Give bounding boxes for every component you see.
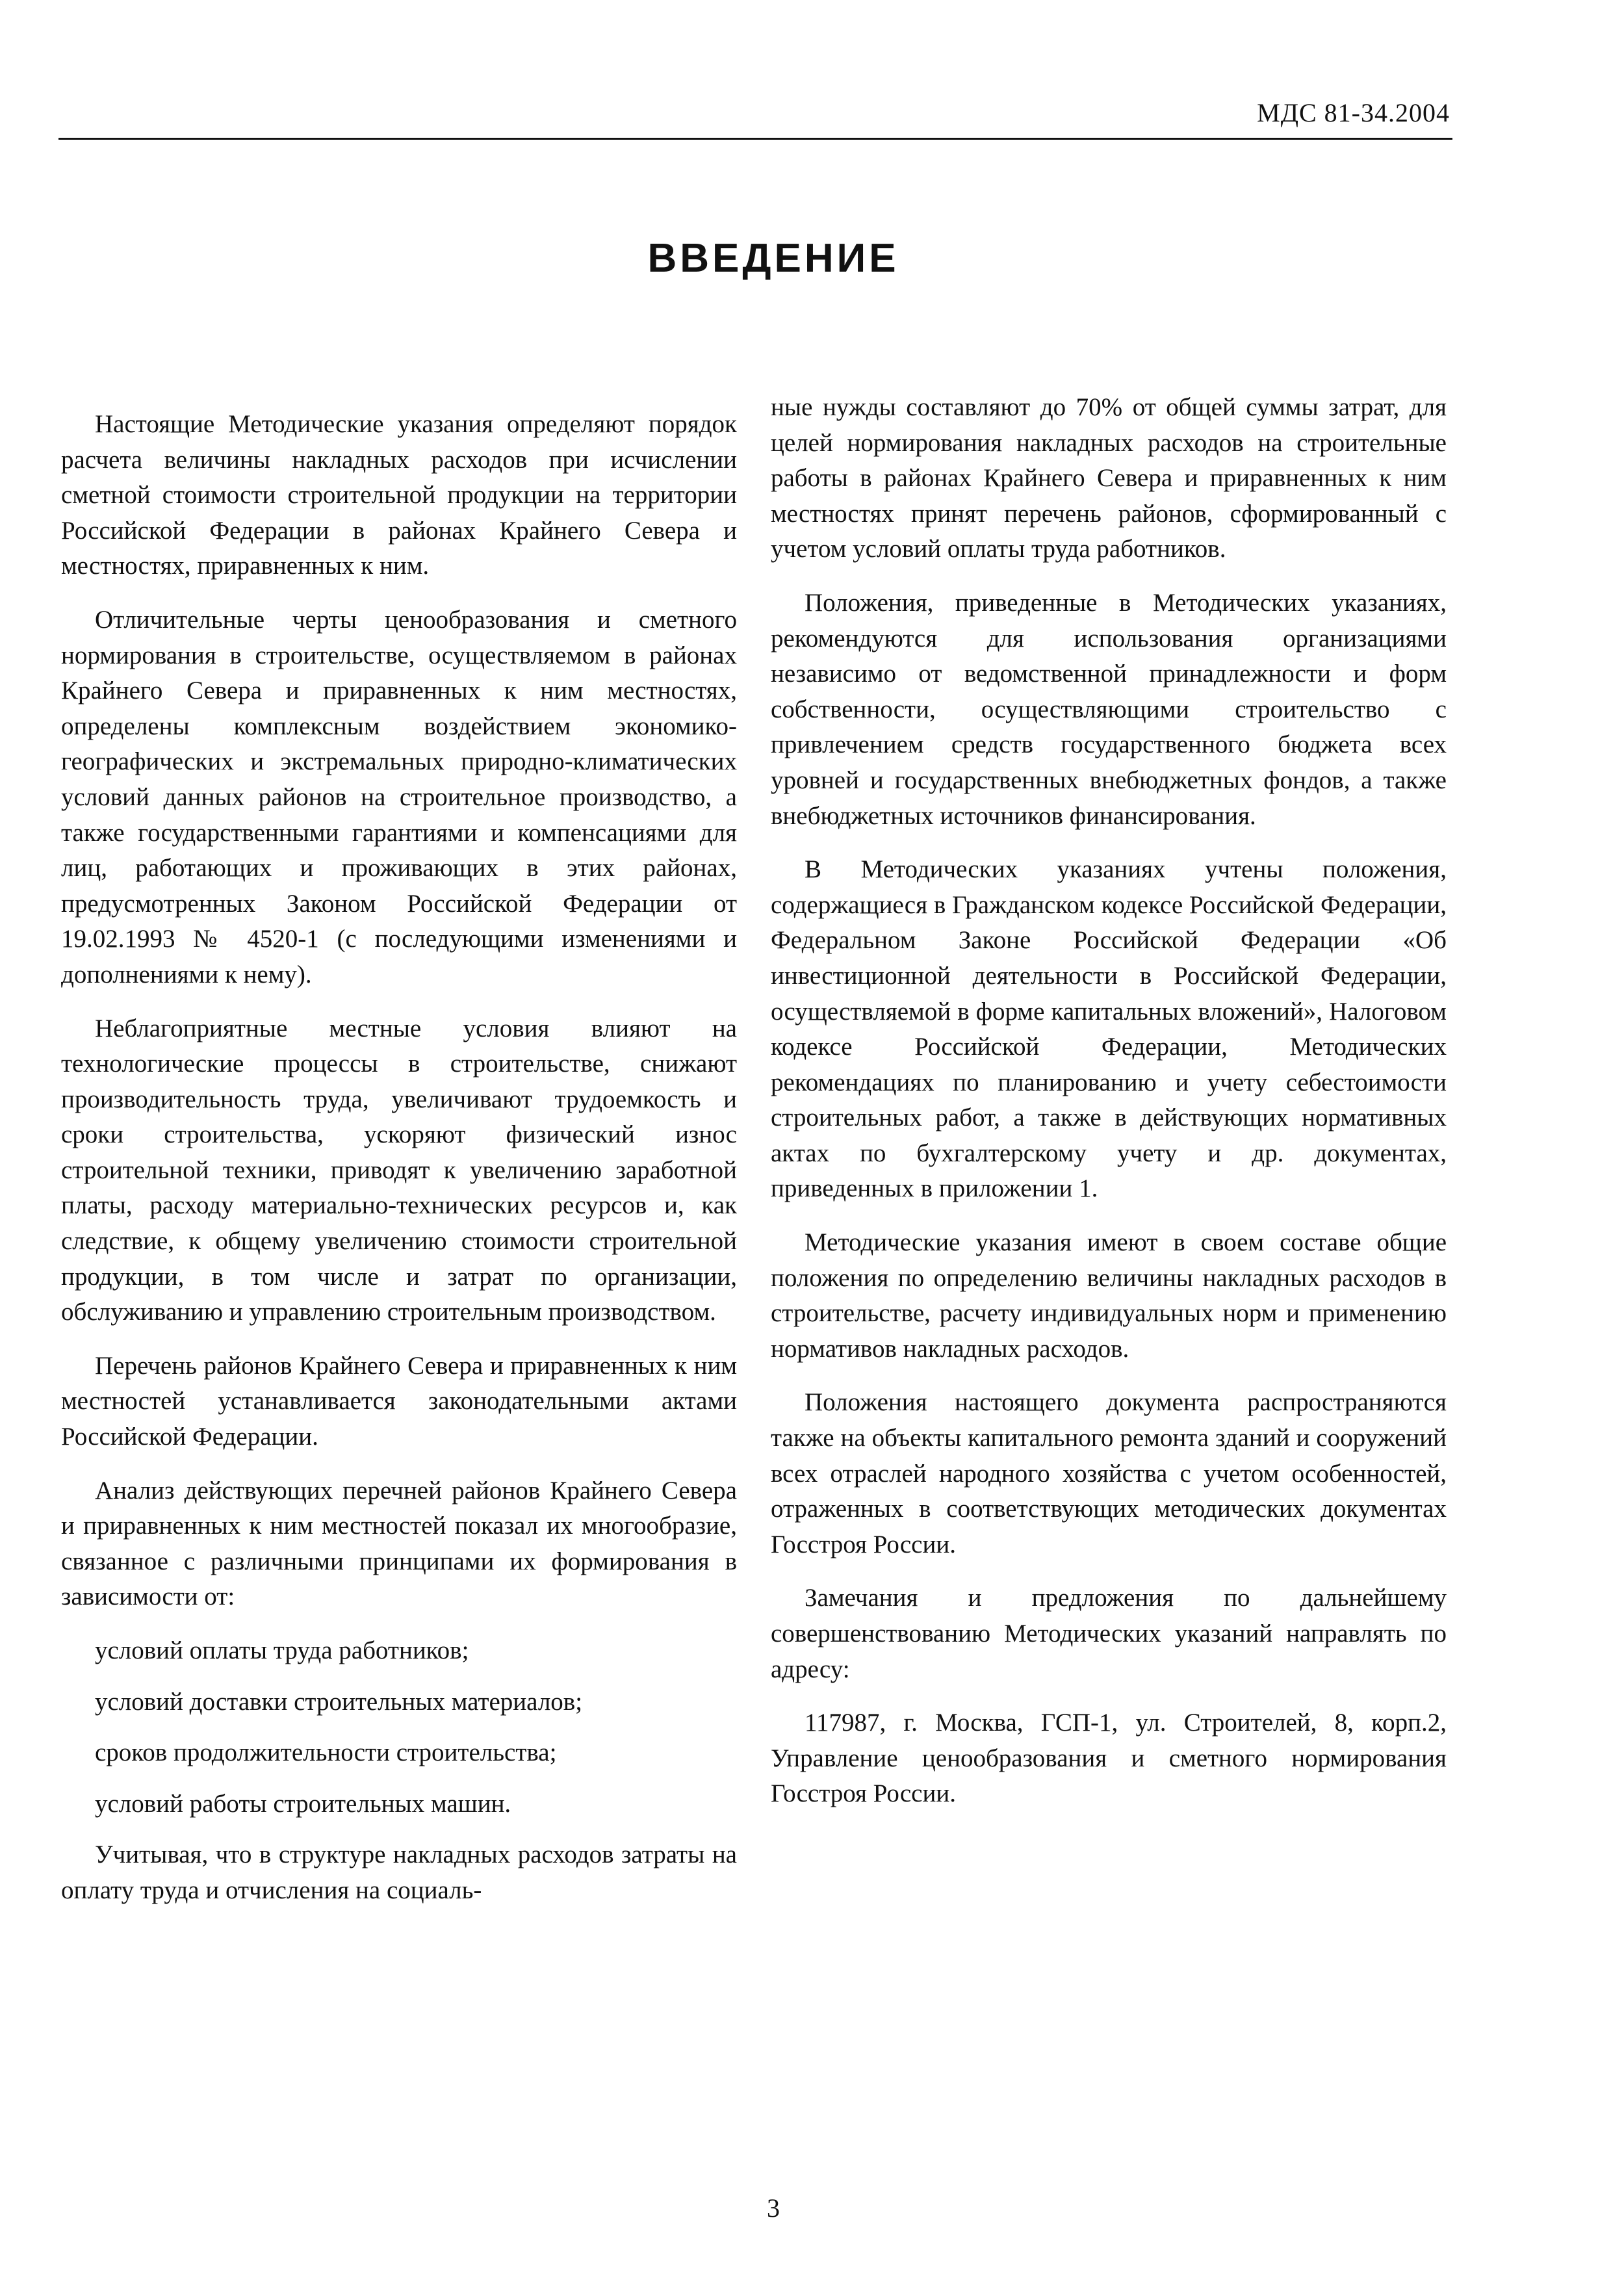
list-item: условий работы строительных машин.	[95, 1789, 511, 1818]
paragraph: Положения, приведенные в Методических указаниях, рекомендуются для использования организациями независимо от ведомственной принадлежности и форм собственности, осуществляющими строительство с привлечением средств государственного бюджета всех уровней и государственных внебюджетных фондов, а также внебюджетных источников финансирования.	[771, 588, 1447, 830]
paragraph: Перечень районов Крайнего Севера и приравненных к ним местностей устанавливается законодательными актами Российской Федерации.	[61, 1351, 737, 1451]
paragraph: Замечания и предложения по дальнейшему совершенствованию Методических указаний направлять по адресу:	[771, 1584, 1447, 1683]
paragraph: Неблагоприятные местные условия влияют на технологические процессы в строительстве, снижают производительность труда, увеличивают трудоемкость и сроки строительства, ускоряют физический износ строительной техники, приводят к увеличению заработной платы, расходу материально-технических ресурсов и, как следствие, к общему увеличению стоимости строительной продукции, в том числе и затрат по организации, обслуживанию и управлению строительным производством.	[61, 1014, 737, 1326]
page-number: 3	[767, 2193, 780, 2223]
paragraph: Методические указания имеют в своем составе общие положения по определению величины накладных расходов в строительстве, расчету индивидуальных норм и применению нормативов накладных расходов.	[771, 1228, 1447, 1363]
paragraph: Положения настоящего документа распространяются также на объекты капитального ремонта зданий и сооружений всех отраслей народного хозяйства с учетом особенностей, отраженных в соответствующих методических документах Госстроя России.	[771, 1388, 1447, 1558]
header-rule	[58, 138, 1452, 140]
address-paragraph: 117987, г. Москва, ГСП-1, ул. Строителей, 8, корп.2, Управление ценообразования и сметного нормирования Госстроя России.	[771, 1709, 1447, 1808]
doc-code: МДС 81-34.2004	[1257, 98, 1450, 127]
right-column	[771, 390, 1447, 1830]
left-column	[61, 407, 737, 1909]
paragraph: В Методических указаниях учтены положения, содержащиеся в Гражданском кодексе Российской Федерации, Федеральном Законе Российской Федерации «Об инвестиционной деятельности в Российской Федерации, осуществляемой в форме капитальных вложений», Налоговом кодексе Российской Федерации, Методических рекомендациях по планированию и учету себестоимости строительных работ, а также в действующих нормативных актах по бухгалтерскому учету и др. документах, приведенных в приложении 1.	[771, 855, 1447, 1203]
paragraph: Отличительные черты ценообразования и сметного нормирования в строительстве, осуществляемом в районах Крайнего Севера и приравненных к ним местностях, определены комплексным воздействием экономико-географических и экстремальных природно-климатических условий данных районов на строительное производство, а также государственными гарантиями и компенсациями для лиц, работающих и проживающих в этих районах, предусмотренных Законом Российской Федерации от 19.02.1993 № 4520-1 (с последующими изменениями и дополнениями к нему).	[61, 605, 737, 988]
list-item: условий доставки строительных материалов;	[95, 1687, 583, 1716]
paragraph: Анализ действующих перечней районов Крайнего Севера и приравненных к ним местностей показал их многообразие, связанное с различными принципами их формирования в зависимости от:	[61, 1476, 737, 1611]
paragraph: Учитывая, что в структуре накладных расходов затраты на оплату труда и отчисления на социаль-	[61, 1841, 737, 1904]
list-item: сроков продолжительности строительства;	[95, 1738, 557, 1767]
paragraph-continued: ные нужды составляют до 70% от общей суммы затрат, для целей нормирования накладных расходов на строительные работы в районах Крайнего Севера и приравненных к ним местностях принят перечень районов, сформированный с учетом условий оплаты труда работников.	[771, 393, 1447, 563]
paragraph: Настоящие Методические указания определяют порядок расчета величины накладных расходов при исчислении сметной стоимости строительной продукции на территории Российской Федерации в районах Крайнего Севера и местностях, приравненных к ним.	[61, 410, 737, 580]
list-item: условий оплаты труда работников;	[95, 1636, 469, 1664]
page-title: ВВЕДЕНИЕ	[647, 236, 899, 281]
